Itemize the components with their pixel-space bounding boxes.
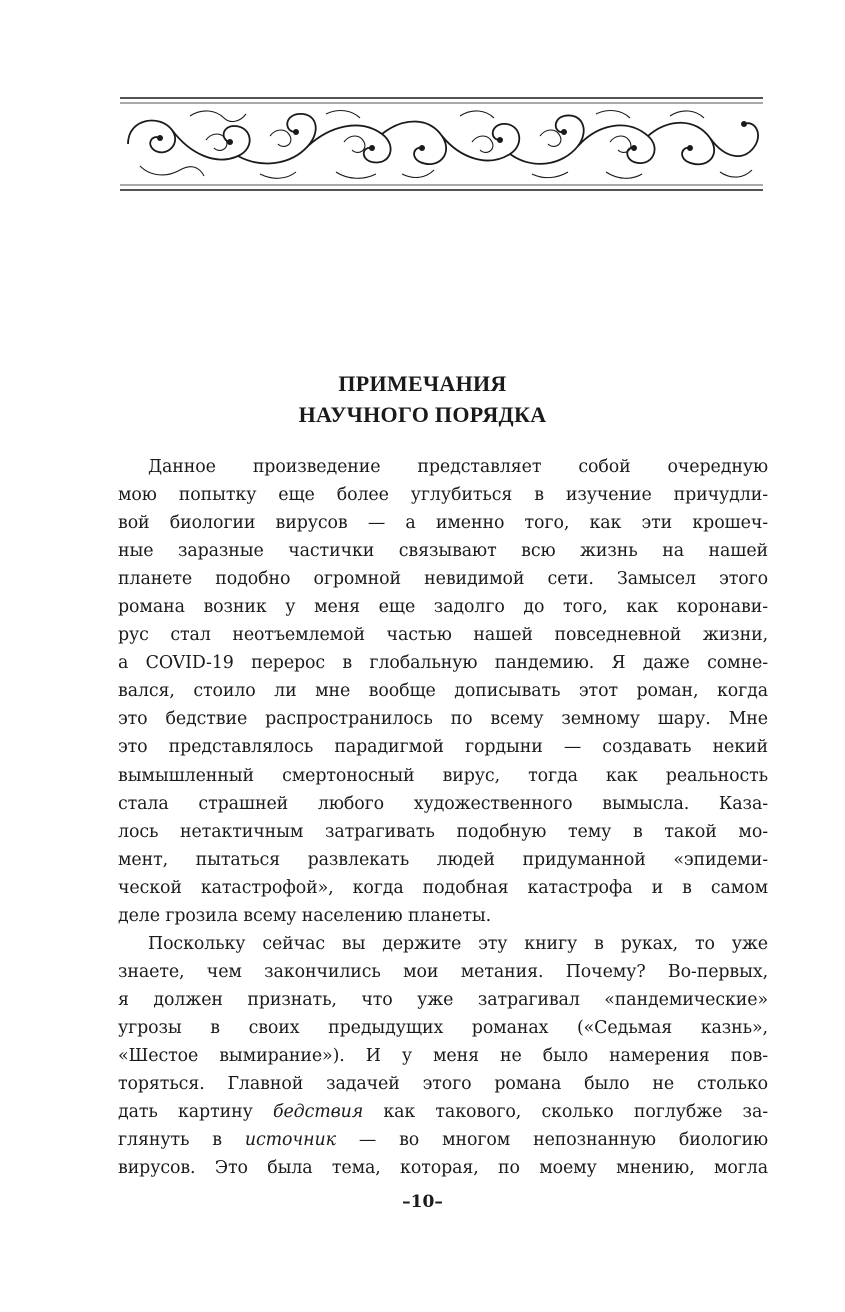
text-line: мою попытку еще более углубиться в изучение причудли- [118, 485, 768, 506]
text-line: а COVID-19 перерос в глобальную пандемию. Я даже сомне- [118, 653, 768, 674]
text-line: «Шестое вымирание»). И у меня не было намерения пов- [118, 1045, 768, 1066]
text-line: стала страшней любого художественного вымысла. Каза- [118, 793, 768, 814]
text-line: вымышленный смертоносный вирус, тогда как реальность [118, 765, 768, 786]
text-line: вой биологии вирусов — а именно того, как эти крошеч- [118, 513, 768, 534]
text-line: планете подобно огромной невидимой сети. Замысел этого [118, 569, 768, 590]
page-number: –10– [402, 1192, 443, 1212]
body-text [118, 453, 768, 1182]
text-line: ные заразные частички связывают всю жизнь на нашей [118, 541, 768, 562]
paragraph-1 [118, 453, 768, 930]
italic-word-istochnik: источник [244, 1130, 336, 1151]
text-line: рус стал неотъемлемой частью нашей повседневной жизни, [118, 625, 768, 646]
text-line: это бедствие распространилось по всему земному шару. Мне [118, 709, 768, 730]
text-line: это представлялось парадигмой гордыни — создавать некий [118, 737, 768, 758]
text-fragment: — во многом непознанную биологию [335, 1130, 768, 1151]
italic-word-bedstviya: бедствия [272, 1102, 364, 1123]
text-fragment: как такового, сколько поглубже за- [363, 1102, 768, 1123]
text-line: ческой катастрофой», когда подобная катастрофа и в самом [118, 877, 768, 898]
text-line: я должен признать, что уже затрагивал «пандемические» [118, 989, 768, 1010]
text-fragment: глянуть в [118, 1130, 245, 1151]
text-line: вался, стоило ли мне вообще дописывать этот роман, когда [118, 681, 768, 702]
text-line: романа возник у меня еще задолго до того, как коронави- [118, 597, 768, 618]
text-line: угрозы в своих предыдущих романах («Седьмая казнь», [118, 1017, 768, 1038]
text-fragment: дать картину [118, 1102, 273, 1123]
text-line: лось нетактичным затрагивать подобную тему в такой мо- [118, 821, 768, 842]
text-line: Поскольку сейчас вы держите эту книгу в руках, то уже [148, 933, 768, 954]
text-line: Данное произведение представляет собой очередную [148, 457, 768, 477]
chapter-title-line-1: ПРИМЕЧАНИЯ [338, 371, 507, 396]
text-line-with-italic [118, 1098, 768, 1126]
text-line: деле грозила всему населению планеты. [118, 905, 492, 926]
text-line-with-italic [118, 1126, 768, 1154]
text-line: знаете, чем закончились мои метания. Почему? Во-первых, [118, 961, 768, 982]
chapter-title-line-2: НАУЧНОГО ПОРЯДКА [298, 402, 547, 427]
decorative-scroll-ornament [120, 96, 763, 192]
text-line: вирусов. Это была тема, которая, по моему мнению, могла [118, 1158, 768, 1179]
chapter-title [0, 368, 845, 430]
text-line: мент, пытаться развлекать людей придуманной «эпидеми- [118, 849, 768, 870]
text-line: торяться. Главной задачей этого романа было не столько [118, 1074, 768, 1095]
paragraph-2 [118, 930, 768, 1182]
